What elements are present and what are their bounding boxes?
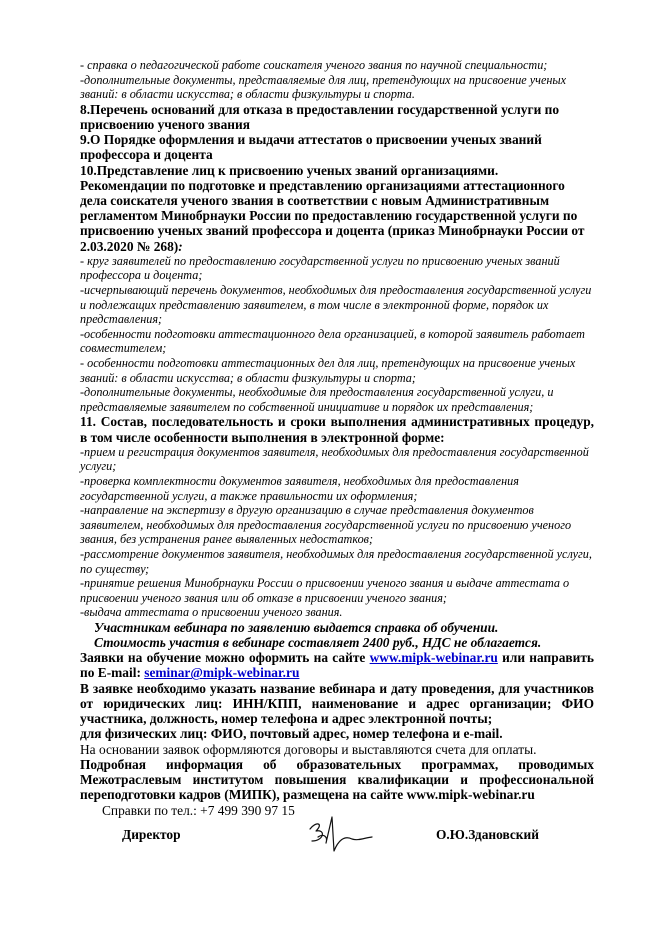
website-link[interactable]: www.mipk-webinar.ru [369,650,498,666]
email-link[interactable]: seminar@mipk-webinar.ru [144,665,300,681]
procedure-check: -проверка комплектности документов заявителя, необходимых для предоставления государственной услуги, а также правильности их оформления; [80,473,519,503]
section-11-heading: 11. Состав, последовательность и сроки выполнения административных процедур, в том числе особенности выполнения в электронной форме: [80,414,594,445]
list-item-applicants: - круг заявителей по предоставлению государственной услуги по присвоению ученых званий профессора и доцента; [80,253,560,283]
list-item-part-time: -особенности подготовки аттестационного дела организацией, в которой заявитель работает совместителем; [80,326,585,356]
section-9-heading: 9.О Порядке оформления и выдачи аттестатов о присвоении ученых званий профессора и доцента [80,132,542,163]
doc-item-additional-documents: -дополнительные документы, представляемые для лиц, претендующих на присвоение ученых званий: в области искусства; в области физкультуры и спорта. [80,72,567,102]
section-8-heading: 8.Перечень оснований для отказа в предоставлении государственной услуги по присвоению ученого звания [80,101,560,132]
list-item-art-sport: - особенности подготовки аттестационных дел для лиц, претендующих на присвоение ученых званий: в области искусства; в области физкультуры и спорта; [80,355,576,385]
signatory-role: Директор [122,827,181,842]
certificate-note: Участникам вебинара по заявлению выдается справка об обучении. [94,619,499,635]
recommendations-text: Рекомендации по подготовке и представлению организациями аттестационного дела соискателя ученого звания в соответствии с новым Административным регламентом Минобрнауки России по предоставлению государственной услуги по присвоению ученых званий профессора и доцента (приказ Минобрнауки России от 2.03.2020 № 268) [80,177,585,254]
procedure-issuance: -выдача аттестата о присвоении ученого звания. [80,605,343,620]
recommendations-heading [80,178,594,254]
application-info [80,650,594,680]
doc-item-pedagogical-reference: - справка о педагогической работе соискателя ученого звания по научной специальности; [80,58,548,72]
phone-info: Справки по тел.: +7 499 390 97 15 [102,803,295,819]
price-note: Стоимость участия в вебинаре составляет 2400 руб., НДС не облагается. [94,635,542,651]
list-item-documents: -исчерпывающий перечень документов, необходимых для предоставления государственной услуги и подлежащих представлению заявителем, в том числе в электронной форме, порядок их представления; [80,283,592,327]
application-text-email: или направить по E-mail: [80,650,594,681]
application-text: Заявки на обучение можно оформить на сайте [80,650,370,666]
contracts-note: На основании заявок оформляются договоры и выставляются счета для оплаты. [80,741,537,757]
procedure-expertise: -направление на экспертизу в другую организацию в случае представления документов заявителем, необходимых для предоставления государственной услуги по присвоению ученого звания, без устранения ранее выявленных недостатков; [80,503,572,547]
signature-block [0,823,658,863]
section-10-heading: 10.Представление лиц к присвоению ученых званий организациями. [80,162,499,178]
handwritten-signature [304,811,376,857]
procedure-review: -рассмотрение документов заявителя, необходимых для предоставления государственной услуги, по существу; [80,546,592,576]
list-item-own-initiative: -дополнительные документы, необходимые для предоставления государственной услуги, и представляемые заявителем по собственной инициативе и порядок их представления; [80,385,554,414]
document-body [80,58,594,819]
signatory-name: О.Ю.Здановский [436,827,539,842]
more-info-paragraph: Подробная информация об образовательных программах, проводимых Межотраслевым институтом повышения квалификации и профессиональной переподготовки кадров (МИПК), размещена на сайте www.mipk-webinar.ru [80,756,594,803]
recommendations-colon: : [178,238,183,254]
procedure-reception: -прием и регистрация документов заявителя, необходимых для предоставления государственной услуги; [80,444,589,474]
individual-requirements: для физических лиц: ФИО, почтовый адрес, номер телефона и e-mail. [80,726,503,742]
application-requirements: В заявке необходимо указать название вебинара и дату проведения, для участников от юридических лиц: ИНН/КПП, наименование и адрес организации; ФИО участника, должность, номер телефона и адрес электронной почты; [80,680,594,727]
procedure-decision: -принятие решения Минобрнауки России о присвоении ученого звания и выдаче аттестата о присвоении ученого звания или об отказе в присвоении ученого звания; [80,576,570,605]
